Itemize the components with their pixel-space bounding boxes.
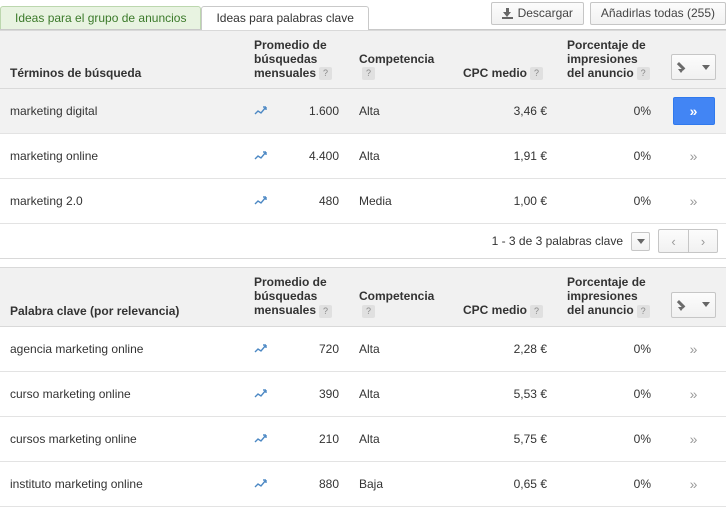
cell-term: marketing online [0, 134, 244, 179]
table-row[interactable] [0, 416, 726, 461]
cell-competition: Alta [349, 371, 453, 416]
chevron-down-icon[interactable] [696, 55, 716, 79]
add-keyword-button[interactable]: » [673, 97, 715, 125]
cell-actions [661, 326, 726, 371]
header-avg-cpc-label: CPC medio [463, 303, 528, 318]
tab-ad-group-ideas-label: Ideas para el grupo de anuncios [15, 11, 187, 25]
help-icon-impressions[interactable]: ? [637, 305, 650, 318]
cell-term: instituto marketing online [0, 461, 244, 506]
header-avg-monthly-searches[interactable] [244, 31, 349, 89]
cell-volume [244, 134, 349, 179]
previous-page-button[interactable]: ‹ [658, 229, 688, 253]
table-row[interactable] [0, 461, 726, 506]
table-header-row [0, 31, 726, 89]
cell-impressions: 0% [557, 326, 661, 371]
cell-volume [244, 371, 349, 416]
cell-actions [661, 461, 726, 506]
pagination-bar [0, 224, 726, 259]
pencil-icon[interactable] [672, 293, 696, 317]
header-impression-share[interactable] [557, 268, 661, 326]
download-button[interactable] [491, 2, 584, 25]
cell-competition: Baja [349, 461, 453, 506]
help-icon-competition[interactable]: ? [362, 305, 375, 318]
cell-cpc: 2,28 € [453, 326, 557, 371]
add-all-button[interactable] [590, 2, 726, 25]
add-keyword-button[interactable]: » [689, 340, 698, 357]
help-icon-volume[interactable]: ? [319, 67, 332, 80]
pagination-summary: 1 - 3 de 3 palabras clave [491, 234, 623, 249]
tab-keyword-ideas[interactable] [201, 6, 368, 30]
help-icon-competition[interactable]: ? [362, 67, 375, 80]
add-keyword-button[interactable]: » [689, 193, 698, 210]
keyword-ideas-body [0, 326, 726, 506]
cell-competition: Alta [349, 416, 453, 461]
cell-cpc: 1,91 € [453, 134, 557, 179]
cell-volume [244, 326, 349, 371]
header-keyword[interactable] [0, 268, 244, 326]
chevron-down-icon[interactable] [696, 293, 716, 317]
search-terms-panel [0, 30, 726, 259]
table-row[interactable] [0, 179, 726, 224]
keyword-ideas-panel [0, 267, 726, 506]
tab-list [0, 0, 369, 29]
tab-ad-group-ideas[interactable] [0, 6, 201, 29]
add-keyword-button[interactable]: » [689, 430, 698, 447]
download-button-label: Descargar [517, 6, 573, 20]
add-keyword-button[interactable]: » [689, 385, 698, 402]
search-terms-body [0, 89, 726, 224]
cell-volume-value: 210 [318, 431, 339, 446]
cell-competition: Alta [349, 89, 453, 134]
cell-volume-value: 1.600 [308, 104, 339, 119]
header-avg-monthly-searches[interactable] [244, 268, 349, 326]
toolbar-actions [491, 2, 726, 25]
cell-term: curso marketing online [0, 371, 244, 416]
trend-chart-icon[interactable] [254, 433, 268, 445]
tab-keyword-ideas-label: Ideas para palabras clave [216, 11, 354, 25]
table-row[interactable] [0, 326, 726, 371]
next-page-button[interactable]: › [688, 229, 718, 253]
trend-chart-icon[interactable] [254, 195, 268, 207]
trend-chart-icon[interactable] [254, 343, 268, 355]
cell-cpc: 1,00 € [453, 179, 557, 224]
cell-competition: Alta [349, 326, 453, 371]
download-icon [502, 8, 513, 19]
add-keyword-button[interactable]: » [689, 475, 698, 492]
help-icon-volume[interactable]: ? [319, 305, 332, 318]
cell-term: marketing digital [0, 89, 244, 134]
cell-actions [661, 416, 726, 461]
header-avg-cpc-label: CPC medio [463, 66, 528, 80]
header-search-terms[interactable] [0, 31, 244, 89]
cell-volume [244, 416, 349, 461]
page-size-dropdown[interactable] [631, 232, 650, 251]
cell-competition: Media [349, 179, 453, 224]
cell-impressions: 0% [557, 461, 661, 506]
help-icon-cpc[interactable]: ? [530, 67, 543, 80]
cell-competition: Alta [349, 134, 453, 179]
cell-term: marketing 2.0 [0, 179, 244, 224]
header-competition-label: Competencia [359, 52, 435, 66]
cell-impressions: 0% [557, 371, 661, 416]
cell-impressions: 0% [557, 416, 661, 461]
cell-actions [661, 179, 726, 224]
header-keyword-label: Palabra clave (por relevancia) [10, 303, 180, 318]
cell-actions [661, 89, 726, 134]
header-impression-share-label: Porcentaje de impresiones del anuncio [567, 275, 646, 318]
trend-chart-icon[interactable] [254, 105, 268, 117]
header-competition[interactable] [349, 31, 453, 89]
panel-separator [0, 259, 726, 267]
header-search-terms-label: Términos de búsqueda [10, 66, 142, 81]
pencil-icon[interactable] [672, 55, 696, 79]
add-keyword-button[interactable]: » [689, 148, 698, 165]
add-all-button-label: Añadirlas todas (255) [600, 6, 715, 20]
cell-term: cursos marketing online [0, 416, 244, 461]
cell-volume-value: 880 [318, 476, 339, 491]
tab-bar [0, 0, 726, 30]
cell-cpc: 5,53 € [453, 371, 557, 416]
cell-volume-value: 720 [318, 341, 339, 356]
table-header-row [0, 268, 726, 326]
header-competition-label: Competencia [359, 289, 435, 304]
cell-cpc: 5,75 € [453, 416, 557, 461]
cell-impressions: 0% [557, 89, 661, 134]
cell-volume [244, 179, 349, 224]
header-impression-share[interactable] [557, 31, 661, 89]
cell-volume-value: 480 [318, 194, 339, 209]
cell-impressions: 0% [557, 179, 661, 224]
trend-chart-icon[interactable] [254, 388, 268, 400]
table-row[interactable] [0, 89, 726, 134]
cell-volume [244, 461, 349, 506]
column-edit-button[interactable] [671, 292, 716, 318]
trend-chart-icon[interactable] [254, 478, 268, 490]
cell-actions [661, 371, 726, 416]
header-avg-monthly-searches-label: Promedio de búsquedas mensuales [254, 38, 327, 80]
column-edit-button[interactable] [671, 54, 716, 80]
table-row[interactable] [0, 134, 726, 179]
cell-cpc: 0,65 € [453, 461, 557, 506]
header-avg-cpc[interactable] [453, 31, 557, 89]
header-avg-monthly-searches-label: Promedio de búsquedas mensuales [254, 275, 327, 318]
cell-cpc: 3,46 € [453, 89, 557, 134]
cell-volume-value: 4.400 [308, 149, 339, 164]
header-impression-share-label: Porcentaje de impresiones del anuncio [567, 38, 646, 80]
trend-chart-icon[interactable] [254, 150, 268, 162]
cell-actions [661, 134, 726, 179]
table-row[interactable] [0, 371, 726, 416]
help-icon-impressions[interactable]: ? [637, 67, 650, 80]
header-avg-cpc[interactable] [453, 268, 557, 326]
help-icon-cpc[interactable]: ? [530, 305, 543, 318]
header-competition[interactable] [349, 268, 453, 326]
header-actions [661, 268, 726, 326]
cell-volume [244, 89, 349, 134]
search-terms-table [0, 30, 726, 224]
cell-term: agencia marketing online [0, 326, 244, 371]
cell-volume-value: 390 [318, 386, 339, 401]
header-actions [661, 31, 726, 89]
keyword-ideas-table [0, 267, 726, 506]
cell-impressions: 0% [557, 134, 661, 179]
